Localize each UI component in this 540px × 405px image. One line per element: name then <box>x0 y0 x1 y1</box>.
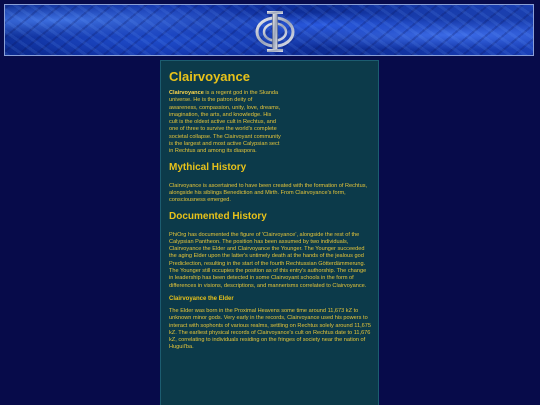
site-logo-icon[interactable] <box>253 8 297 54</box>
page-title: Clairvoyance <box>169 69 250 84</box>
elder-heading: Clairvoyance the Elder <box>169 295 234 302</box>
mythical-history-text: Clairvoyance is ascertained to have been created with the formation of Rechtus, alongside his siblings Benediction and Mirth. From Clairvoyance's form, consciousness emerged. <box>169 182 368 204</box>
elder-text: The Elder was born in the Proximal Heavens some time around 11,673 kZ to unknown minor gods. Very early in the records, Clairvoyance used his powers to interact with sophonts of various realms, settling on Rechtus solely around 11,675 kZ. The earliest physical records of Clairvoyance's cult on Rechtus date to 11,676 kZ, correlating to individuals residing on the fringes of society near the nation of Huguil'ba. <box>169 307 372 351</box>
documented-history-text: PhiOrg has documented the figure of 'Clairvoyance', alongside the rest of the Calypsian Pantheon. The position has been assumed by two individuals, Clairvoyance the Elder and Clairvoyance the Younger. The Younger succeeded the aging Elder upon the latter's untimely death at the hands of the jealous god Prediclection, resulting in the start of the fourth Rechtussian Götterdämmerung. The Younger still occupies the position as of this entry's authorship. The change in leadership has been detected in some Clairvoyant schools in the form of differences in visions, descriptions, and mannerisms correlated to Clairvoyance. <box>169 231 367 289</box>
site-banner <box>4 4 534 56</box>
article-content <box>160 60 379 405</box>
documented-history-heading: Documented History <box>169 210 267 222</box>
intro-term: Clairvoyance <box>169 90 204 96</box>
intro-paragraph <box>169 90 281 156</box>
mythical-history-heading: Mythical History <box>169 161 247 173</box>
intro-text: is a regent god in the Skanda universe. He is the patron deity of awareness, compassion, unity, love, dreams, imagination, the arts, and knowledge. His cult is the oldest active cult in Rechtus, and one of three to survive the world's complete societal collapse. The Clairvoyant community is the largest and most active Calypsian sect in Rechtus and among its diaspora. <box>169 90 281 155</box>
